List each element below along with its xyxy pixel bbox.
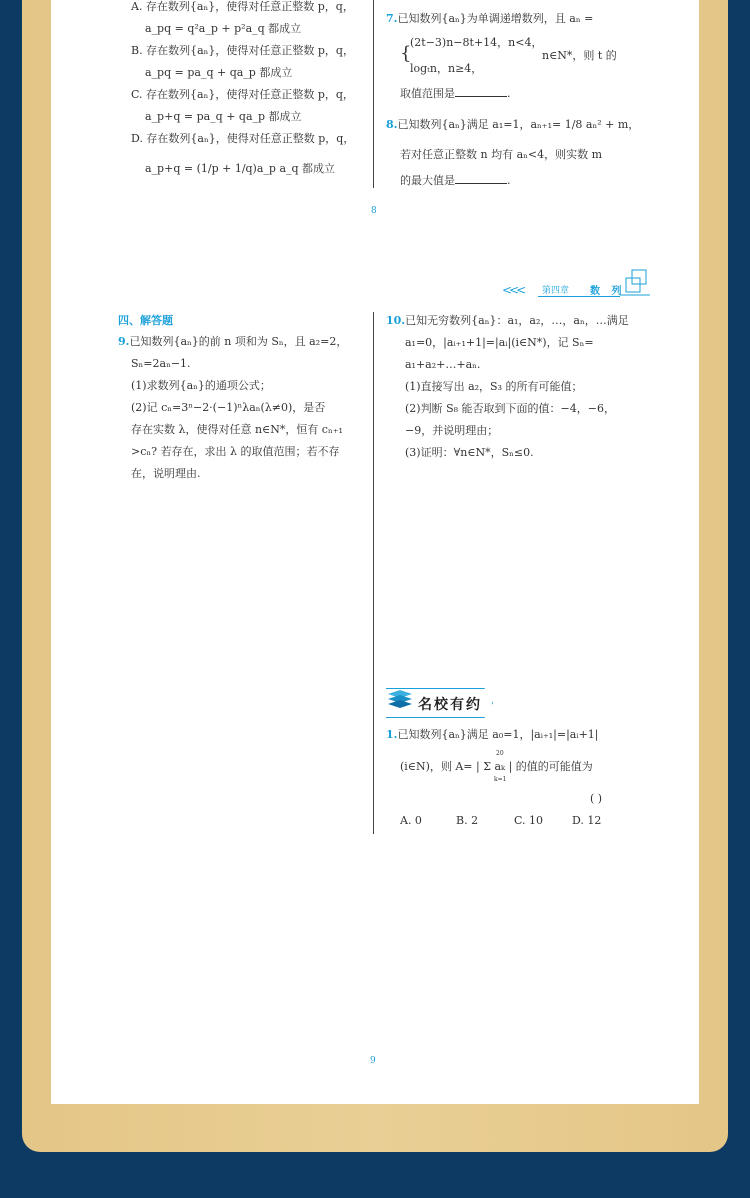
q10-number: 10. <box>386 314 406 327</box>
q6-option-b-line2: a_pq = pa_q + qa_p 都成立 <box>145 66 293 79</box>
q7-case1: (2t−3)n−8t+14，n<4， <box>410 36 543 49</box>
q6-option-b-line1: B. 存在数列{aₙ}，使得对任意正整数 p，q， <box>131 44 354 57</box>
q10-text: 已知无穷数列{aₙ}：a₁，a₂，…，aₙ，…满足 <box>405 314 629 327</box>
q9-text: 已知数列{aₙ}的前 n 项和为 Sₙ，且 a₂=2， <box>129 335 348 348</box>
option-d[interactable]: D. 12 <box>572 814 602 827</box>
q8-line3-text: 的最大值是 <box>400 174 455 187</box>
q8-line2: 若对任意正整数 n 均有 aₙ<4，则实数 m <box>400 148 603 161</box>
column-divider-bottom <box>373 312 374 834</box>
q7-line3-text: 取值范围是 <box>400 87 455 100</box>
page-number-top: 8 <box>371 206 377 216</box>
q9-line1 <box>118 335 347 349</box>
q6-option-c-line1: C. 存在数列{aₙ}，使得对任意正整数 p，q， <box>131 88 354 101</box>
q10-line4: (1)直接写出 a₂，S₃ 的所有可能值； <box>405 380 583 393</box>
fs-q1-text: 已知数列{aₙ}满足 a₀=1，|aᵢ₊₁|=|aᵢ+1| <box>397 728 599 741</box>
fs-q1-number: 1. <box>386 728 398 741</box>
chevron-left-icon: <<< <box>502 283 524 297</box>
book-icon <box>386 688 414 714</box>
sum-lower-limit: k=1 <box>494 776 507 783</box>
q9-line4: (2)记 cₙ=3ⁿ−2·(−1)ⁿλaₙ(λ≠0)，是否 <box>131 401 326 414</box>
q8-line3: 的最大值是 . <box>400 174 511 187</box>
q7-line1 <box>386 12 593 26</box>
q8-number: 8. <box>386 118 398 131</box>
q10-line6: −9，并说明理由； <box>405 424 499 437</box>
q9-line2: Sₙ=2aₙ−1. <box>131 357 191 370</box>
answer-blank[interactable] <box>455 86 507 97</box>
q10-line2: a₁=0，|aᵢ₊₁+1|=|aᵢ|(i∈N*)，记 Sₙ= <box>405 336 594 349</box>
q9-line6: >cₙ? 若存在，求出 λ 的取值范围；若不存 <box>131 445 340 458</box>
q7-line3: 取值范围是 . <box>400 87 511 100</box>
chapter-title: 数 列 <box>590 286 626 297</box>
answer-blank[interactable] <box>455 173 507 184</box>
brace-icon: { <box>400 43 412 64</box>
column-divider-top <box>373 0 374 188</box>
q9-line7: 在，说明理由. <box>131 467 201 480</box>
chapter-label: 第四章 <box>542 286 570 296</box>
q6-option-d-line1: D. 存在数列{aₙ}，使得对任意正整数 p，q， <box>131 132 355 145</box>
q7-number: 7. <box>386 12 398 25</box>
q9-line5: 存在实数 λ，使得对任意 n∈N*，恒有 cₙ₊₁ <box>131 423 343 436</box>
q9-number: 9. <box>118 335 130 348</box>
q6-option-a-line1: A. 存在数列{aₙ}，使得对任意正整数 p，q， <box>131 0 354 13</box>
q6-option-a-line2: a_pq = q²a_p + p²a_q 都成立 <box>145 22 302 35</box>
fs-q1-line1 <box>386 728 599 742</box>
option-a[interactable]: A. 0 <box>400 814 422 827</box>
q9-line3: (1)求数列{aₙ}的通项公式； <box>131 379 271 392</box>
option-c[interactable]: C. 10 <box>514 814 544 827</box>
q8-line1 <box>386 118 639 132</box>
q7-condition: n∈N*，则 t 的 <box>542 49 617 62</box>
q7-case2: logₜn，n≥4， <box>410 62 483 75</box>
sum-upper-limit: 20 <box>496 750 504 757</box>
answer-paren[interactable]: ( ) <box>590 792 603 805</box>
option-b[interactable]: B. 2 <box>456 814 479 827</box>
q10-line1 <box>386 314 629 328</box>
q6-option-d-line2: a_p+q = (1/p + 1/q)a_p a_q 都成立 <box>145 162 336 175</box>
page-number-bottom: 9 <box>370 1056 376 1066</box>
q8-text: 已知数列{aₙ}满足 a₁=1，aₙ₊₁= 1/8 aₙ² + m， <box>397 118 640 131</box>
section-title: 四、解答题 <box>118 314 173 327</box>
fs-q1-line2: (i∈N)，则 A= | Σ aₖ | 的值的可能值为 <box>400 760 593 773</box>
q10-line7: (3)证明：∀n∈N*，Sₙ≤0. <box>405 446 534 459</box>
q10-line5: (2)判断 S₈ 能否取到下面的值：−4，−6， <box>405 402 615 415</box>
q10-line3: a₁+a₂+…+aₙ. <box>405 358 481 371</box>
q6-option-c-line2: a_p+q = pa_q + qa_p 都成立 <box>145 110 302 123</box>
header-corner-icon <box>620 268 656 300</box>
famous-school-label: 名校有约 <box>418 697 482 713</box>
q7-text: 已知数列{aₙ}为单调递增数列，且 aₙ = <box>397 12 594 25</box>
